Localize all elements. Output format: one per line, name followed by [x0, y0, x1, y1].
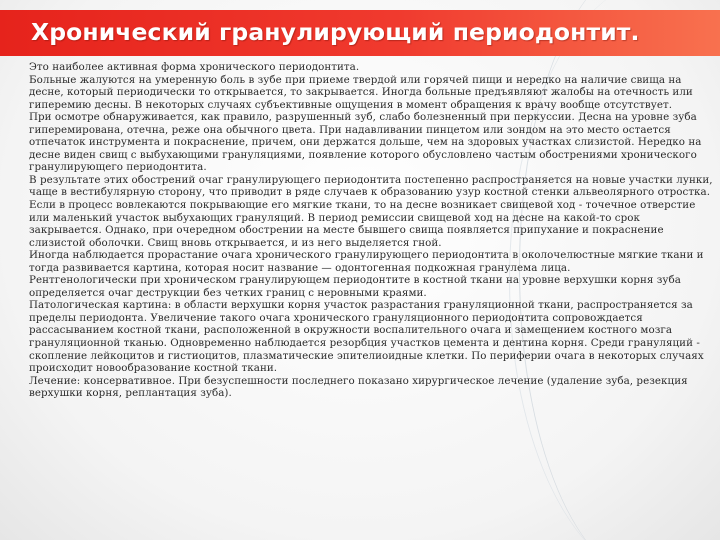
paragraph-treatment: Лечение: консервативное. При безуспешности последнего показано хирургическое лечение (удаление зуба, резекция верхушки корня, реплантация зуба).: [29, 374, 688, 400]
paragraph-radiology: Рентгенологически при хроническом гранулирующем периодонтите в костной ткани на уровне верхушки корня зуба определяется очаг деструкции без четких границ с неровными краями.: [29, 274, 681, 299]
paragraph-exacerbation: В результате этих обострений очаг гранулирующего периодонтита постепенно распространяется на новые участки лунки, чаще в вестибулярную сторону, что приводит в ряде случаев к образованию узур костной стенки альвеолярного отростка. Если в процесс вовлекаются покрывающие его мягкие ткани, то на десне возникает свищевой ход - точечное отверстие или маленький участок выбухающих грануляций. В период ремиссии свищевой ход на десне на какой-то срок закрывается. Однако, при очередном обострении на месте бывшего свища появляется припухание и покраснение слизистой оболочки. Свищ вновь открывается, и из него выделяется гной.: [29, 173, 713, 249]
slide-title: Хронический гранулирующий периодонтит.: [31, 18, 640, 46]
paragraph-examination: При осмотре обнаруживается, как правило, разрушенный зуб, слабо болезненный при перкуссии. Десна на уровне зуба гиперемирована, отечна, реже она обычного цвета. При надавливании пинцетом или зондом на это место остается отпечаток инструмента и покраснение, причем, они держатся дольше, чем на здоровых участках слизистой. Нередко на десне виден свищ с выбухающими грануляциями, появление которого обусловлено частым обострениями хронического гранулирующего периодонтита.: [29, 111, 702, 174]
paragraph-granuloma: Иногда наблюдается прорастание очага хронического гранулирующего периодонтита в околочелюстные мягкие ткани и тогда развивается картина, которая носит название — одонтогенная подкожная гранулема лица.: [29, 249, 704, 274]
paragraph-intro: Это наиболее активная форма хронического периодонтита.: [29, 61, 360, 73]
slide-body: [29, 61, 713, 400]
title-bar: [0, 10, 720, 56]
paragraph-pathology: Патологическая картина: в области верхушки корня участок разрастания грануляционной ткани, распространяется за пределы периодонта. Увеличение такого очага хронического грануляционного периодонтита сопровождается рассасыванием костной ткани, расположенной в окружности воспалительного очага и замещением костного мозга грануляционной тканью. Одновременно наблюдается резорбция участков цемента и дентина корня. Среди грануляций - скопление лейкоцитов и гистиоцитов, плазматические эпителиоидные клетки. По периферии очага в некоторых случаях происходит новообразование костной ткани.: [29, 299, 704, 375]
paragraph-complaints: Больные жалуются на умеренную боль в зубе при приеме твердой или горячей пищи и нередко на наличие свища на десне, который периодически то открывается, то закрывается. Иногда больные предъявляют жалобы на отечность или гиперемию десны. В некоторых случаях субъективные ощущения в момент обращения к врачу вообще отсутствует.: [29, 73, 693, 111]
